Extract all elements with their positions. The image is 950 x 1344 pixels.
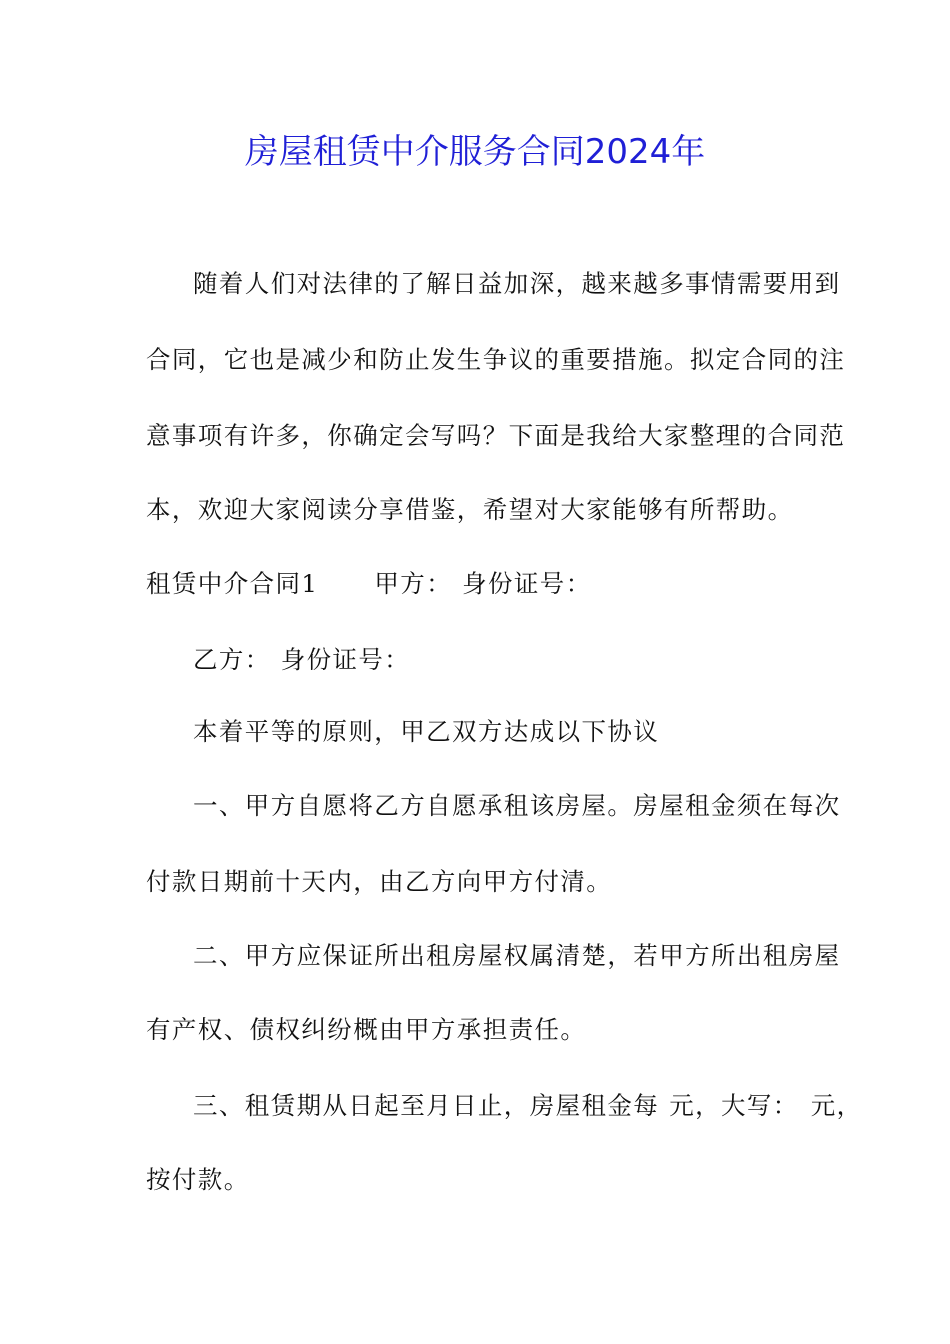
party-b-id-label: 身份证号：: [280, 645, 411, 674]
contract-name: 租赁中介合同1: [146, 569, 319, 598]
intro-line: 合同，它也是减少和防止发生争议的重要措施。拟定合同的注: [146, 345, 846, 374]
party-b-label: 乙方：: [193, 645, 271, 674]
clause-3-part1: 三、租赁期从日起至月日止，房屋租金每: [193, 1091, 660, 1120]
clause-1-line: 一、甲方自愿将乙方自愿承租该房屋。房屋租金须在每次: [193, 791, 841, 820]
clause-1-line: 付款日期前十天内，由乙方向甲方付清。: [146, 867, 613, 896]
contract-heading: [146, 566, 592, 602]
clause-2-line: 有产权、债权纠纷概由甲方承担责任。: [146, 1015, 587, 1044]
clause-3-line: [193, 1088, 863, 1124]
page-title: 房屋租赁中介服务合同2024年: [244, 132, 706, 172]
party-a-id-label: 身份证号：: [462, 569, 592, 598]
intro-line: 意事项有许多，你确定会写吗？下面是我给大家整理的合同范: [146, 421, 846, 450]
party-b-line: [193, 642, 410, 678]
clause-3-line: 按付款。: [146, 1165, 250, 1194]
clause-3-part3: 元，: [810, 1091, 863, 1120]
clause-2-line: 二、甲方应保证所出租房屋权属清楚，若甲方所出租房屋: [193, 941, 841, 970]
intro-line: 随着人们对法律的了解日益加深，越来越多事情需要用到: [193, 269, 841, 298]
party-a-label: 甲方：: [374, 569, 453, 598]
intro-line: 本，欢迎大家阅读分享借鉴，希望对大家能够有所帮助。: [146, 495, 794, 524]
principle-line: 本着平等的原则，甲乙双方达成以下协议: [193, 717, 660, 746]
clause-3-part2: 元，大写：: [669, 1091, 799, 1120]
